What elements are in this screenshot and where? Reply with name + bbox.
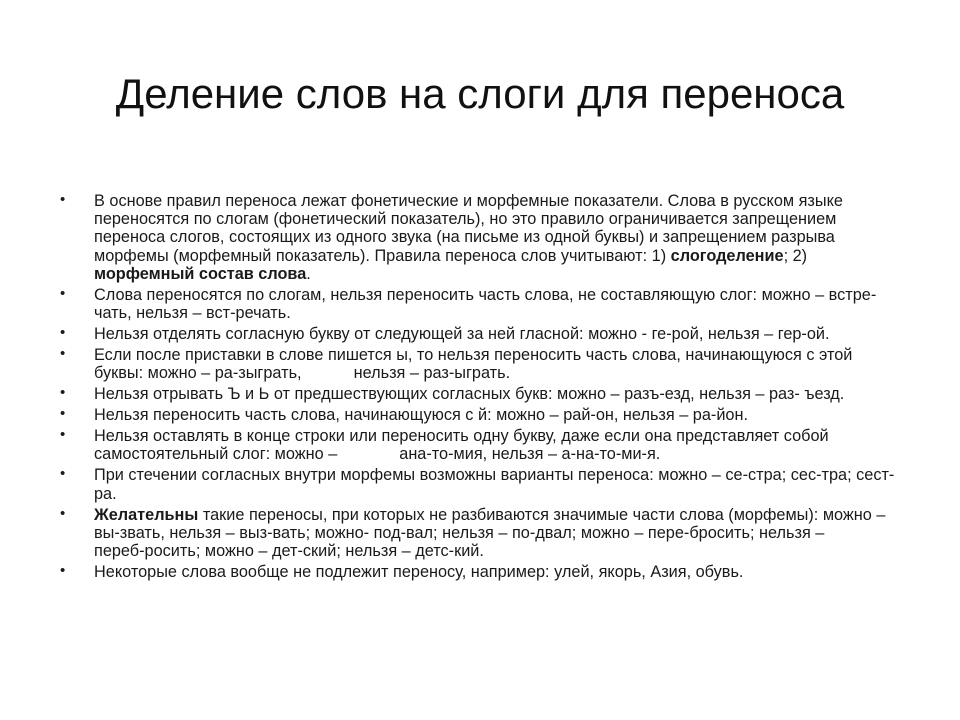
list-item <box>60 286 900 322</box>
list-item <box>60 325 900 343</box>
item-text: ана-то-мия, нельзя – а-на-то-ми-я. <box>399 445 661 464</box>
item-text: . <box>306 264 311 283</box>
bullet-icon: • <box>60 284 66 302</box>
bullet-icon: • <box>60 405 66 423</box>
item-text: Если после приставки в слове пишется ы, то нельзя переносить часть слова, начинающуюся с этой буквы: можно – ра-зыграть, <box>94 346 853 383</box>
item-text: В основе правил переноса лежат фонетические и морфемные показатели. Слова в русском языке переносятся по слогам (фонетический показатель), но это правило ограничивается запрещением переноса слогов, состоящих из одного звука (на письме из одной буквы) и запрещением разрыва морфемы (морфемный показатель). Правила переноса слов учитывают: 1) <box>94 192 843 265</box>
list-item <box>60 563 900 581</box>
item-bold: Желательны <box>94 505 199 524</box>
list-item <box>60 385 900 403</box>
list-item <box>60 427 900 463</box>
bullet-icon: • <box>60 384 66 402</box>
item-text: Некоторые слова вообще не подлежит переносу, например: улей, якорь, Азия, обувь. <box>94 563 744 582</box>
item-text: При стечении согласных внутри морфемы возможны варианты переноса: можно – се-стра; сес-тра; сест-ра. <box>94 466 895 503</box>
bullet-icon: • <box>60 562 66 580</box>
bullet-icon: • <box>60 324 66 342</box>
bullet-icon: • <box>60 345 66 363</box>
list-item <box>60 406 900 424</box>
item-text: Нельзя оставлять в конце строки или переносить одну букву, даже если она представляет собой самостоятельный слог: можно – <box>94 427 829 464</box>
bullet-icon: • <box>60 426 66 444</box>
item-text: Нельзя отделять согласную букву от следующей за ней гласной: можно - ге-рой, нельзя – гер-ой. <box>94 325 830 344</box>
bullet-icon: • <box>60 465 66 483</box>
item-text: такие переносы, при которых не разбиваются значимые части слова (морфемы): можно – вы-звать, нельзя – выз-вать; можно- под-вал; нельзя – по-двал; можно – пере-бросить; нельзя – <box>94 505 886 542</box>
item-text: Нельзя отрывать Ъ и Ь от предшествующих согласных букв: можно – разъ-езд, нельзя – раз- ъезд. <box>94 385 845 404</box>
bullet-list <box>60 192 900 584</box>
bullet-icon: • <box>60 191 66 208</box>
list-item <box>60 192 900 283</box>
item-bold: морфемный состав слова <box>94 264 307 283</box>
bullet-icon: • <box>60 504 66 522</box>
item-text: переб-росить; можно – дет-ский; нельзя – детс-кий. <box>94 542 484 561</box>
item-text: Нельзя переносить часть слова, начинающуюся с й: можно – рай-он, нельзя – ра-йон. <box>94 406 748 425</box>
list-item <box>60 346 900 382</box>
list-item <box>60 466 900 502</box>
item-text: нельзя – раз-ыграть. <box>353 364 511 383</box>
item-text: ; 2) <box>783 246 808 265</box>
list-item <box>60 506 900 561</box>
slide-title: Деление слов на слоги для переноса <box>115 70 845 117</box>
item-bold: слогоделение <box>670 246 784 265</box>
item-text: Слова переносятся по слогам, нельзя переносить часть слова, не составляющую слог: можно – встре-чать, нельзя – вст-речать. <box>94 285 877 323</box>
